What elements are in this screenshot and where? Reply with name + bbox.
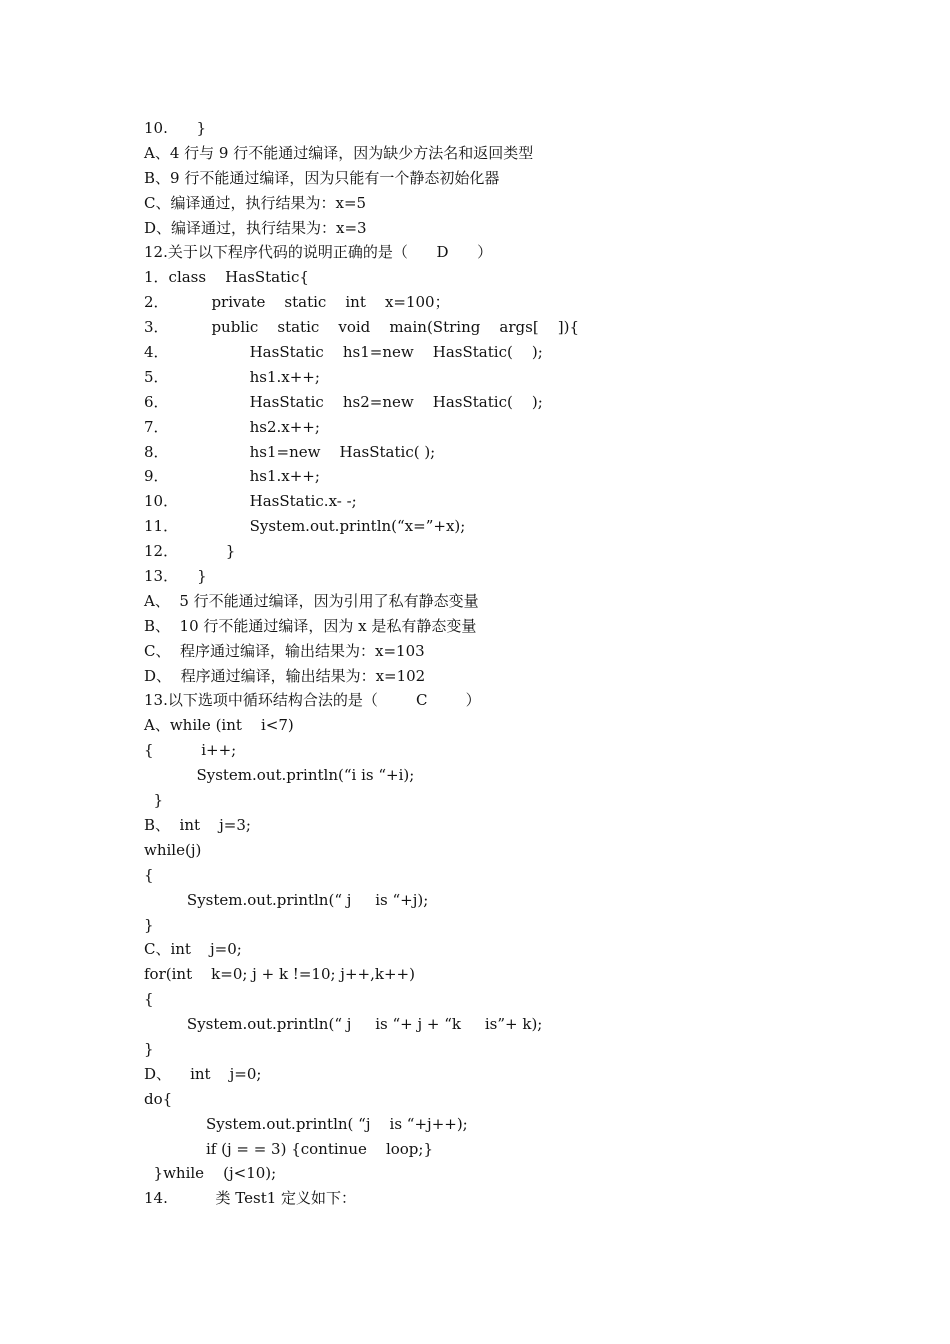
- code-line: 8． hs1=new HasStatic( );: [144, 442, 436, 461]
- exam-text: [144, 116, 884, 1211]
- code-line: 1．class HasStatic{: [144, 268, 309, 287]
- code-line: 9． hs1.x++;: [144, 467, 320, 486]
- code-line: 7． hs2.x++;: [144, 417, 320, 436]
- text-line: 10. }: [144, 119, 207, 137]
- code-line: 11． System.out.println(“x=”+x);: [144, 517, 466, 536]
- code-line: while(j): [144, 840, 202, 859]
- text-line: C、编译通过，执行结果为：x=5: [144, 193, 367, 212]
- answer-option: C、 程序通过编译，输出结果为：x=103: [144, 641, 425, 660]
- answer-option: B、 10 行不能通过编译，因为 x 是私有静态变量: [144, 616, 477, 635]
- code-line: System.out.println( “j is “+j++);: [144, 1114, 468, 1133]
- code-line: 12． }: [144, 542, 236, 561]
- text-line: B、9 行不能通过编译，因为只能有一个静态初始化器: [144, 168, 500, 187]
- question-12-title: 12.关于以下程序代码的说明正确的是（ D ）: [144, 243, 493, 262]
- code-line: }: [144, 915, 154, 934]
- code-line: 13． }: [144, 567, 207, 586]
- code-line: 10． HasStatic.x- -;: [144, 492, 357, 511]
- code-line: {: [144, 865, 154, 884]
- question-13-title: 13.以下选项中循环结构合法的是（ C ）: [144, 691, 481, 710]
- answer-option: D、 int j=0;: [144, 1064, 262, 1083]
- code-line: }while (j<10);: [144, 1164, 277, 1183]
- code-line: }: [144, 1039, 154, 1058]
- code-line: for(int k=0; j + k !=10; j++,k++): [144, 965, 415, 984]
- text-line: A、4 行与 9 行不能通过编译，因为缺少方法名和返回类型: [144, 143, 534, 162]
- code-line: 3． public static void main(String args[ ]){: [144, 318, 580, 337]
- answer-option: D、 程序通过编译，输出结果为：x=102: [144, 666, 426, 685]
- code-line: }: [144, 791, 164, 810]
- code-line: {: [144, 990, 154, 1009]
- code-line: { i++;: [144, 741, 237, 760]
- code-line: System.out.println(“i is “+i);: [144, 766, 415, 785]
- code-line: 6． HasStatic hs2=new HasStatic( );: [144, 392, 543, 411]
- answer-option: B、 int j=3;: [144, 815, 251, 834]
- answer-option: C、int j=0;: [144, 940, 242, 959]
- code-line: System.out.println(“ j is “+ j + “k is”+ k);: [144, 1015, 543, 1034]
- code-line: if (j = = 3) {continue loop;}: [144, 1139, 433, 1158]
- code-line: 2． private static int x=100；: [144, 293, 450, 312]
- answer-option: A、while (int i<7): [144, 716, 294, 735]
- code-line: do{: [144, 1089, 173, 1108]
- code-line: System.out.println(“ j is “+j);: [144, 890, 429, 909]
- code-line: 4． HasStatic hs1=new HasStatic( );: [144, 343, 543, 362]
- answer-option: A、 5 行不能通过编译，因为引用了私有静态变量: [144, 591, 479, 610]
- question-14-title: 14. 类 Test1 定义如下：: [144, 1189, 357, 1208]
- code-line: 5． hs1.x++;: [144, 367, 320, 386]
- text-line: D、编译通过，执行结果为：x=3: [144, 218, 367, 237]
